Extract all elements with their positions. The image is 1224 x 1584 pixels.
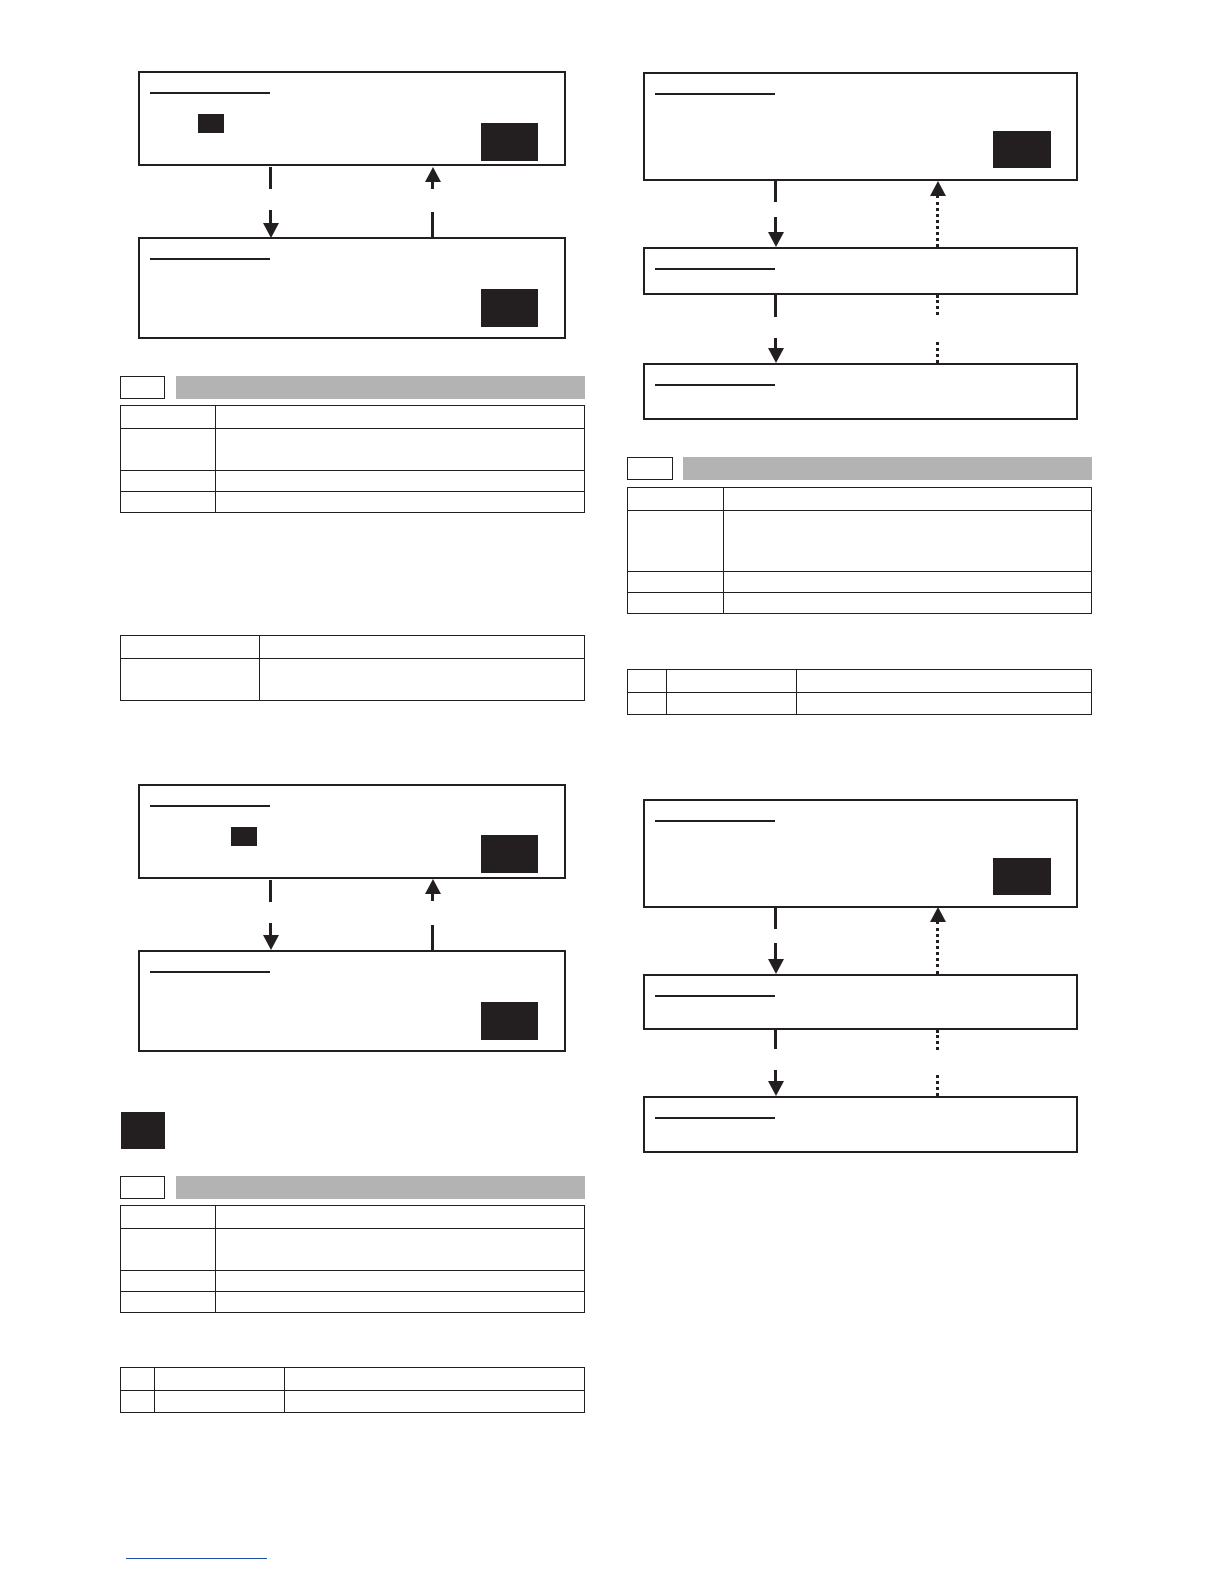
- arrow-down-icon: [263, 935, 279, 950]
- screen-title-underline: [150, 92, 270, 94]
- arrow-up-icon: [930, 181, 946, 196]
- flow-b-screen-2: [138, 950, 566, 1052]
- flow-line: [774, 1030, 777, 1049]
- table-row: [628, 511, 1092, 572]
- screen-title-underline: [655, 268, 775, 270]
- flow-line: [774, 217, 777, 233]
- section-number-box: [120, 376, 165, 399]
- flow-line: [774, 181, 777, 202]
- section-heading-bar: [683, 457, 1092, 480]
- table-row: [121, 492, 585, 513]
- screen-title-underline: [655, 1117, 775, 1119]
- row-value: [260, 659, 585, 701]
- screen-button[interactable]: [481, 835, 538, 873]
- table-row: [121, 1229, 585, 1271]
- flow-line-dotted: [936, 195, 939, 247]
- section-3-spec-table: [627, 487, 1092, 614]
- flow-line-dotted: [936, 921, 939, 974]
- flow-c-screen-1: [643, 72, 1078, 181]
- arrow-down-icon: [263, 223, 279, 238]
- screen-title-underline: [655, 93, 775, 95]
- flow-line-dotted: [936, 1030, 939, 1050]
- flow-line: [774, 1070, 777, 1081]
- flow-d-screen-3: [643, 1096, 1078, 1153]
- flow-d-screen-1: [643, 799, 1078, 908]
- chapter-marker: [121, 1112, 165, 1149]
- row-value: [216, 1271, 585, 1292]
- row-value: [216, 1206, 585, 1229]
- row-label: [121, 471, 216, 492]
- row-label: [628, 511, 724, 572]
- row-value: [216, 406, 585, 429]
- flow-line: [431, 925, 434, 950]
- flow-b-screen-1: [138, 784, 566, 879]
- arrow-down-icon: [768, 348, 784, 363]
- table-row: [121, 1391, 585, 1413]
- row-label: [121, 429, 216, 471]
- row-label: [121, 1271, 216, 1292]
- flow-line: [269, 210, 272, 224]
- section-number-box: [120, 1176, 165, 1199]
- flow-line: [431, 181, 434, 189]
- flow-line-dotted: [936, 295, 939, 315]
- cursor-highlight: [231, 827, 257, 846]
- screen-title-underline: [150, 805, 270, 807]
- table-row: [121, 659, 585, 701]
- row-label: [121, 1229, 216, 1271]
- flow-a-screen-2: [138, 237, 566, 339]
- screen-button[interactable]: [481, 123, 538, 161]
- table-row: [121, 1368, 585, 1391]
- table-row: [121, 1292, 585, 1313]
- flow-a-screen-1: [138, 71, 566, 166]
- row-label: [121, 492, 216, 513]
- arrow-down-icon: [768, 232, 784, 247]
- flow-line: [431, 893, 434, 901]
- section-1-note-table: [120, 635, 585, 701]
- flow-c-screen-3: [643, 363, 1078, 420]
- row-value: [216, 492, 585, 513]
- row-value: [216, 471, 585, 492]
- table-row: [121, 636, 585, 659]
- screen-title-underline: [655, 995, 775, 997]
- section-heading-bar: [176, 1176, 585, 1199]
- section-3-option-table: [627, 669, 1092, 715]
- screen-title-underline: [655, 384, 775, 386]
- row-value: [216, 1229, 585, 1271]
- flow-c-screen-2: [643, 247, 1078, 295]
- flow-line-dotted: [936, 1075, 939, 1096]
- row-label: [121, 636, 260, 659]
- row-value: [216, 429, 585, 471]
- flow-line: [774, 943, 777, 959]
- screen-title-underline: [655, 820, 775, 822]
- flow-line: [774, 338, 777, 348]
- screen-button[interactable]: [993, 858, 1051, 895]
- section-1-spec-table: [120, 405, 585, 513]
- row-label: [121, 659, 260, 701]
- row-label: [628, 572, 724, 593]
- flow-line: [774, 295, 777, 317]
- section-2-spec-table: [120, 1205, 585, 1313]
- table-row: [121, 406, 585, 429]
- flow-line: [269, 880, 272, 902]
- table-row: [121, 429, 585, 471]
- row-value: [724, 511, 1092, 572]
- section-number-box: [627, 457, 673, 480]
- row-value: [260, 636, 585, 659]
- row-value: [216, 1292, 585, 1313]
- flow-line: [774, 908, 777, 929]
- section-2-option-table: [120, 1367, 585, 1413]
- screen-button[interactable]: [481, 1002, 538, 1040]
- screen-title-underline: [150, 971, 270, 973]
- table-row: [628, 572, 1092, 593]
- table-row: [121, 471, 585, 492]
- row-label: [121, 1292, 216, 1313]
- table-row: [121, 1206, 585, 1229]
- screen-button[interactable]: [481, 289, 538, 327]
- table-row: [121, 1271, 585, 1292]
- table-row: [628, 693, 1092, 715]
- flow-d-screen-2: [643, 974, 1078, 1030]
- table-row: [628, 593, 1092, 614]
- arrow-down-icon: [768, 1081, 784, 1096]
- arrow-up-icon: [425, 167, 441, 182]
- table-row: [628, 670, 1092, 693]
- row-value: [724, 572, 1092, 593]
- flow-line: [431, 212, 434, 237]
- row-value: [724, 488, 1092, 511]
- screen-title-underline: [150, 258, 270, 260]
- arrow-down-icon: [768, 959, 784, 974]
- row-label: [121, 406, 216, 429]
- cursor-highlight: [198, 114, 224, 133]
- arrow-up-icon: [425, 879, 441, 894]
- table-row: [628, 488, 1092, 511]
- row-label: [628, 488, 724, 511]
- footer-link[interactable]: [126, 1558, 267, 1559]
- row-label: [628, 593, 724, 614]
- section-heading-bar: [176, 376, 585, 399]
- flow-line: [269, 167, 272, 189]
- flow-line-dotted: [936, 342, 939, 363]
- arrow-up-icon: [930, 907, 946, 922]
- row-label: [121, 1206, 216, 1229]
- screen-button[interactable]: [993, 131, 1051, 168]
- row-value: [724, 593, 1092, 614]
